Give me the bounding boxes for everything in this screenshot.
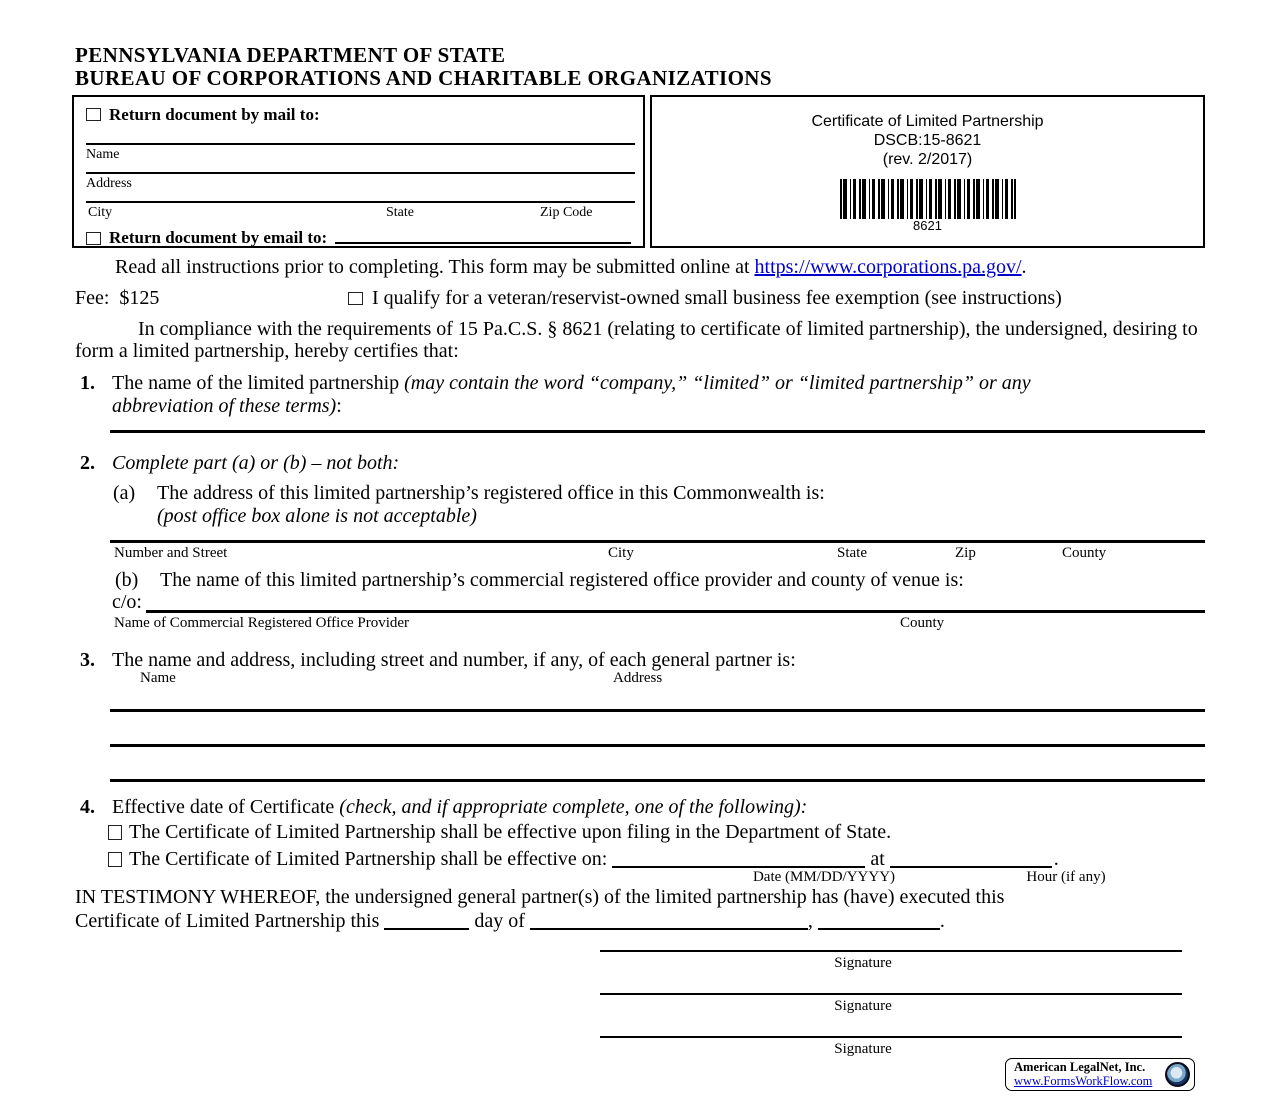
item-2a-text — [157, 482, 1205, 528]
provider-name-line[interactable] — [146, 597, 1205, 613]
form-title-box — [650, 95, 1205, 248]
item-2-number: 2. — [80, 452, 95, 474]
item-2b-sentence: The name of this limited partnership’s commercial registered office provider and county of venue is: — [160, 569, 964, 591]
item-2a — [113, 482, 1205, 528]
mail-address-line[interactable] — [86, 172, 635, 192]
item-1 — [80, 372, 1205, 418]
item-1-note-line2: abbreviation of these terms) — [112, 395, 337, 417]
item-4-note: (check, and if appropriate complete, one of the following): — [339, 796, 808, 818]
fee-row — [75, 287, 1210, 310]
item-3 — [80, 649, 1205, 672]
page-title — [75, 44, 772, 90]
form-code: DSCB:15-8621 — [873, 132, 982, 149]
care-of-label: c/o: — [112, 591, 142, 613]
bureau-title: BUREAU OF CORPORATIONS AND CHARITABLE ORGANIZATIONS — [75, 66, 772, 90]
fee-exemption-label: I qualify for a veteran/reservist-owned small business fee exemption (see instructions) — [372, 287, 1062, 309]
return-by-email-row — [86, 228, 635, 248]
return-by-mail-checkbox[interactable] — [86, 108, 101, 121]
item-4-number: 4. — [80, 796, 95, 818]
mail-zip-label: Zip Code — [540, 205, 593, 220]
date-format-hint: Date (MM/DD/YYYY) — [752, 869, 896, 885]
effective-date-input-line[interactable] — [612, 866, 865, 868]
effective-upon-filing-checkbox[interactable] — [108, 825, 122, 840]
email-address-line[interactable] — [335, 228, 631, 244]
effective-on-date-row — [108, 848, 1208, 871]
instructions-line — [75, 256, 1210, 279]
col-zip: Zip — [955, 545, 976, 561]
col-state: State — [837, 545, 867, 561]
item-2a-note: (post office box alone is not acceptable) — [157, 505, 477, 527]
item-2-instruction: Complete part (a) or (b) – not both: — [112, 452, 400, 474]
item-4-text — [112, 796, 1205, 819]
legalnet-company-name: American LegalNet, Inc. — [1014, 1060, 1146, 1074]
fee-exemption-checkbox[interactable] — [348, 292, 363, 305]
return-by-email-checkbox[interactable] — [86, 232, 101, 245]
mail-address-label: Address — [86, 176, 132, 191]
registered-office-line[interactable] — [110, 540, 1205, 562]
item-2a-sentence: The address of this limited partnership’s registered office in this Commonwealth is: — [157, 482, 825, 504]
col-partner-name: Name — [140, 670, 176, 686]
effective-on-date-checkbox[interactable] — [108, 852, 122, 867]
form-revision: (rev. 2/2017) — [882, 151, 973, 168]
testimony-paragraph — [75, 885, 1210, 933]
col-number-street: Number and Street — [114, 545, 228, 561]
testimony-comma: , — [807, 910, 813, 932]
testimony-line2: Certificate of Limited Partnership this — [75, 910, 380, 932]
barcode-number: 8621 — [913, 218, 942, 233]
col-provider: Name of Commercial Registered Office Provider — [114, 615, 410, 631]
item-4-lead: Effective date of Certificate — [112, 796, 340, 818]
general-partner-line-2[interactable] — [110, 744, 1205, 747]
mail-city-label: City — [88, 205, 113, 220]
return-by-email-label: Return document by email to: — [109, 228, 328, 247]
item-4 — [80, 796, 1205, 819]
signature-line-2[interactable] — [600, 993, 1182, 1036]
compliance-paragraph: In compliance with the requirements of 15 Pa.C.S. § 8621 (relating to certificate of limited partnership), the undersigned, desiring to form a limited partnership, hereby certifies that: — [75, 318, 1198, 362]
department-title: PENNSYLVANIA DEPARTMENT OF STATE — [75, 43, 506, 67]
return-by-mail-label: Return document by mail to: — [109, 105, 320, 124]
item-1-text — [112, 372, 1205, 418]
form-title: Certificate of Limited Partnership — [811, 113, 1044, 130]
american-legalnet-badge — [1005, 1058, 1195, 1091]
option2-period: . — [1053, 848, 1059, 870]
item-3-sentence: The name and address, including street and number, if any, of each general partner is: — [112, 649, 796, 671]
instructions-text: Read all instructions prior to completing. This form may be submitted online at — [115, 256, 755, 278]
provider-labels-row — [110, 613, 1205, 631]
year-input-line[interactable] — [818, 928, 940, 930]
col-county: County — [1062, 545, 1107, 561]
general-partner-line-1[interactable] — [110, 709, 1205, 712]
item-1-note-line1: (may contain the word “company,” “limited” or “limited partnership” or any — [404, 372, 1031, 394]
barcode — [840, 179, 1016, 219]
item-1-colon: : — [336, 395, 342, 417]
day-input-line[interactable] — [384, 928, 469, 930]
partnership-name-line[interactable] — [110, 430, 1205, 433]
signature-label-2: Signature — [834, 998, 892, 1014]
testimony-period: . — [939, 910, 945, 932]
month-input-line[interactable] — [530, 928, 808, 930]
mail-name-label: Name — [86, 147, 120, 162]
col-provider-county: County — [900, 615, 945, 631]
item-2 — [80, 452, 1205, 475]
instructions-period: . — [1021, 256, 1027, 278]
care-of-row — [112, 591, 1205, 614]
fee-amount: Fee: $125 — [75, 287, 160, 309]
effective-upon-filing-row — [108, 821, 891, 844]
effective-upon-filing-label: The Certificate of Limited Partnership shall be effective upon filing in the Department of State. — [129, 821, 892, 843]
item-2b — [115, 569, 1205, 592]
partner-columns-row — [110, 670, 1205, 686]
testimony-line1: IN TESTIMONY WHEREOF, the undersigned general partner(s) of the limited partnership has (have) executed this — [75, 886, 1005, 908]
return-document-box — [72, 95, 645, 248]
hour-hint: Hour (if any) — [1026, 869, 1106, 885]
signature-label-1: Signature — [834, 955, 892, 971]
mail-city-state-zip-line[interactable] — [86, 201, 635, 220]
item-1-lead: The name of the limited partnership — [112, 372, 405, 394]
item-1-number: 1. — [80, 372, 95, 394]
item-3-number: 3. — [80, 649, 95, 671]
mail-state-label: State — [386, 205, 414, 220]
item-2b-label: (b) — [115, 569, 139, 591]
formsworkflow-link[interactable]: www.FormsWorkFlow.com — [1014, 1074, 1153, 1088]
effective-hour-input-line[interactable] — [890, 866, 1052, 868]
globe-logo-icon — [1165, 1062, 1190, 1087]
day-of-label: day of — [474, 910, 525, 932]
general-partner-line-3[interactable] — [110, 779, 1205, 782]
effective-on-date-label: The Certificate of Limited Partnership shall be effective on: — [129, 848, 608, 870]
at-label: at — [870, 848, 885, 870]
mail-name-line[interactable] — [86, 143, 635, 163]
col-city: City — [608, 545, 634, 561]
signature-label-3: Signature — [834, 1041, 892, 1057]
item-2a-label: (a) — [113, 482, 136, 504]
signature-line-1[interactable] — [600, 950, 1182, 993]
return-by-mail-row — [86, 105, 320, 125]
corporations-link[interactable]: https://www.corporations.pa.gov/ — [754, 256, 1022, 278]
col-partner-address: Address — [613, 670, 663, 686]
